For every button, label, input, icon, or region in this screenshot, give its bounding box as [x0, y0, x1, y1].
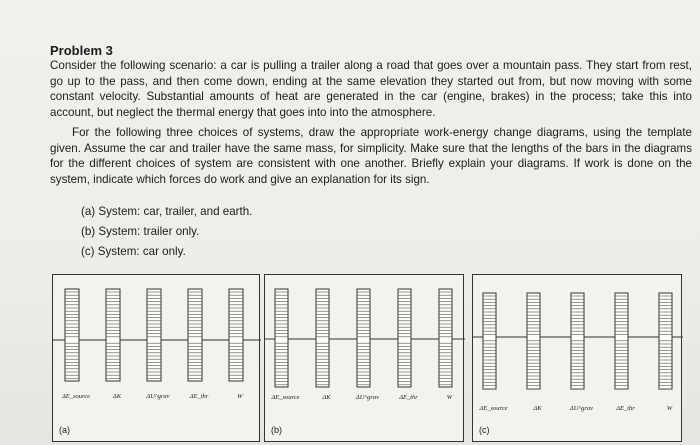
problem-paragraph-2: For the following three choices of systems, draw the appropriate work-energy change diagrams, using the template given. Assume the car and trailer have the same mass, for simplicity. Make sure that the lengths of the bars in the diagrams for the different choices of system are consistent with one another. Briefly explain your diagrams. If work is done on the system, indicate which forces do work and give an explanation for its sign.	[50, 126, 692, 186]
system-options-list	[81, 202, 252, 262]
panel-label-b: (b)	[271, 425, 282, 435]
bar-frame-w	[229, 289, 243, 381]
problem-paragraph-1: Consider the following scenario: a car is pulling a trailer along a road that goes over a mountain pass. They start from rest, go up to the pass, and then come down, ending at the same elevation they started out from, but now moving with some constant velocity. Substantial amounts of heat are generated in the car (engine, brakes) in the process; take this into account, but neglect the thermal energy that goes into into the atmosphere.	[50, 59, 692, 119]
bar-label-w: W	[237, 393, 243, 400]
diagram-panel-c	[472, 274, 682, 442]
bar-label-thr: ΔE_thr	[399, 394, 418, 401]
bar-label-k: ΔK	[322, 394, 331, 401]
bar-label-w: W	[666, 405, 673, 412]
bar-frame-thr	[188, 289, 202, 381]
bar-label-thr: ΔE_thr	[189, 393, 209, 400]
diagram-panel-b	[264, 274, 464, 442]
system-option-a: (a) System: car, trailer, and earth.	[81, 205, 253, 218]
bar-column-w	[229, 289, 243, 400]
bar-column-source	[270, 289, 299, 401]
panel-label-a: (a)	[59, 425, 70, 435]
bar-label-source: ΔE_source	[61, 393, 91, 400]
problem-title: Problem 3	[50, 43, 113, 58]
bar-frame-source	[65, 289, 79, 381]
work-energy-template-a	[53, 275, 261, 443]
bar-label-source: ΔE_source	[479, 405, 508, 412]
work-energy-template-c	[473, 275, 683, 443]
bar-label-w: W	[446, 394, 453, 401]
bar-column-ugrav	[355, 289, 379, 401]
bar-label-source: ΔE_source	[271, 394, 300, 401]
bar-frame-k	[106, 289, 120, 381]
bar-column-k	[106, 289, 122, 400]
bar-column-thr	[188, 289, 209, 400]
system-option-c: (c) System: car only.	[81, 245, 186, 258]
diagram-panel-a	[52, 274, 260, 442]
bar-label-ugrav: ΔU^grav	[146, 393, 170, 400]
bar-column-w	[439, 289, 453, 401]
bar-label-thr: ΔE_thr	[616, 405, 635, 412]
bar-column-ugrav	[145, 289, 169, 400]
bar-column-thr	[398, 289, 418, 401]
panel-label-c: (c)	[479, 425, 490, 435]
bar-label-ugrav: ΔU^grav	[355, 394, 380, 401]
bar-column-thr	[615, 293, 635, 412]
system-option-b: (b) System: trailer only.	[81, 225, 200, 238]
work-energy-template-b	[265, 275, 465, 443]
bar-column-w	[659, 293, 673, 412]
bar-column-ugrav	[569, 293, 593, 412]
bar-column-source	[478, 293, 507, 412]
bar-column-k	[527, 293, 542, 412]
bar-label-k: ΔK	[112, 393, 122, 400]
bar-label-k: ΔK	[533, 405, 542, 412]
bar-frame-ugrav	[147, 289, 161, 381]
bar-column-source	[61, 289, 90, 400]
bar-label-ugrav: ΔU^grav	[569, 405, 594, 412]
bar-column-k	[316, 289, 331, 401]
